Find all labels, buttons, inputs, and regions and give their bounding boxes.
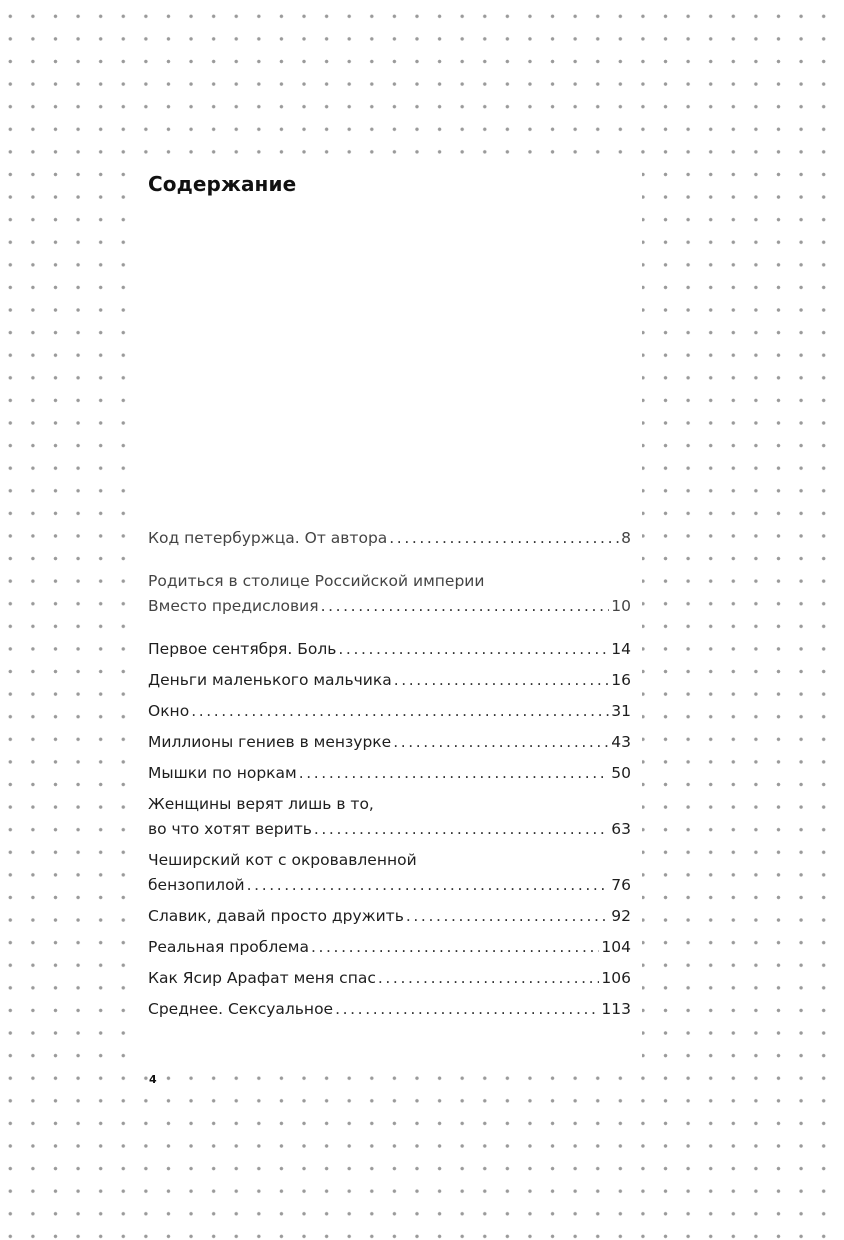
toc-entry-title: Окно [148,702,190,720]
toc-entry [148,699,631,724]
page-number-folio: 4 [149,1073,157,1086]
toc-page-number: 113 [601,1000,631,1018]
toc-page-number: 14 [611,640,631,658]
toc-dot-leader [191,699,609,724]
toc-entry-line [148,730,631,755]
toc-dot-leader [338,637,609,662]
toc-entry-line [148,997,631,1022]
toc-page-number: 10 [611,597,631,615]
toc-page-number: 50 [611,764,631,782]
toc-entry-line [148,668,631,693]
toc-entry [148,668,631,693]
toc-dot-leader [393,730,609,755]
toc-page-number: 104 [601,938,631,956]
toc-entry-line [148,817,631,842]
toc-entry-title: Код петербуржца. От автора [148,529,388,547]
toc-page-number: 16 [611,671,631,689]
toc-entry-line [148,594,631,619]
toc-entry [148,526,631,551]
toc-dot-leader [335,997,599,1022]
toc-entry-line [148,873,631,898]
toc-page-number: 92 [611,907,631,925]
toc-entry-title: Первое сентября. Боль [148,640,337,658]
toc-dot-leader [378,966,600,991]
table-of-contents [148,526,631,1028]
toc-dot-leader [299,761,610,786]
toc-entry-title-line: Родиться в столице Российской империи [148,572,485,590]
toc-entry-line [148,637,631,662]
toc-dot-leader [321,594,610,619]
toc-entry [148,761,631,786]
toc-entry [148,637,631,662]
toc-entry-line [148,966,631,991]
toc-entry-title: Среднее. Сексуальное [148,1000,334,1018]
toc-entry-title: Как Ясир Арафат меня спас [148,969,376,987]
toc-entry-line [148,761,631,786]
toc-entry-title: Славик, давай просто дружить [148,907,404,925]
toc-entry [148,848,631,898]
toc-dot-leader [389,526,619,551]
toc-entry [148,904,631,929]
toc-entry-title: бензопилой [148,876,245,894]
toc-entry [148,730,631,755]
toc-dot-leader [406,904,609,929]
toc-page-number: 43 [611,733,631,751]
toc-entry-line [148,526,631,551]
toc-entry [148,792,631,842]
toc-entry-title: во что хотят верить [148,820,312,838]
toc-entry-title-line: Чеширский кот с окровавленной [148,851,417,869]
toc-page-number: 8 [621,529,631,547]
toc-entry-title: Миллионы гениев в мензурке [148,733,392,751]
toc-page-number: 106 [601,969,631,987]
toc-entry-line [148,904,631,929]
toc-entry-title: Реальная проблема [148,938,309,956]
toc-dot-leader [247,873,610,898]
toc-page-number: 76 [611,876,631,894]
toc-entry-title-line: Женщины верят лишь в то, [148,795,374,813]
toc-entry-title: Мышки по норкам [148,764,297,782]
toc-dot-leader [314,817,609,842]
toc-dot-leader [394,668,610,693]
toc-page-number: 63 [611,820,631,838]
toc-entry-title: Деньги маленького мальчика [148,671,392,689]
toc-page-number: 31 [611,702,631,720]
toc-dot-leader [311,935,599,960]
toc-entry [148,997,631,1022]
toc-entry-line [148,935,631,960]
toc-title: Содержание [148,172,297,196]
toc-entry [148,966,631,991]
toc-entry-line [148,699,631,724]
toc-entry-title: Вместо предисловия [148,597,319,615]
toc-entry [148,935,631,960]
toc-entry [148,569,631,619]
